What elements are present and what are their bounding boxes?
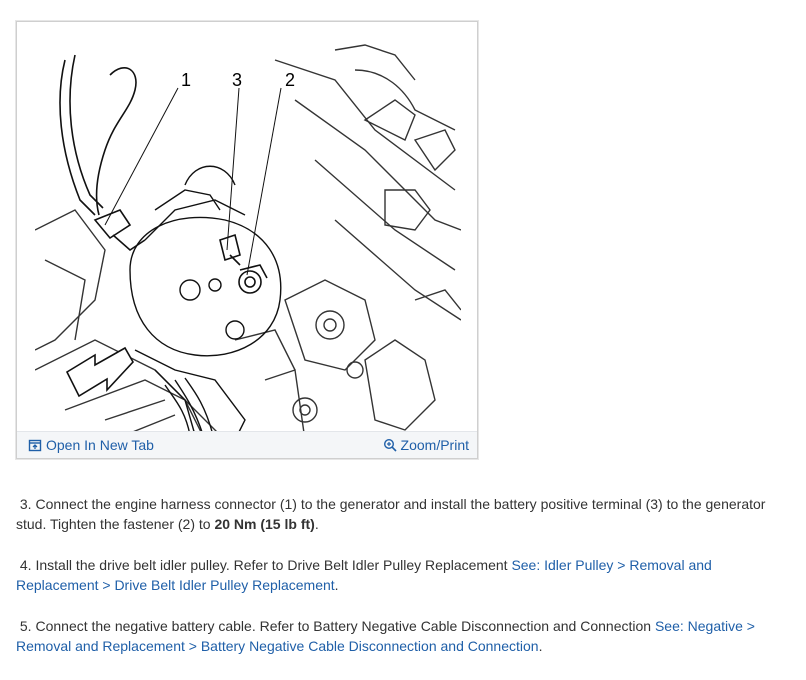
callout-2: 2 — [285, 70, 296, 90]
engine-generator-illustration — [35, 40, 461, 440]
figure-toolbar — [17, 431, 477, 458]
step-text-end: . — [334, 577, 339, 593]
step-5 — [16, 616, 788, 656]
figure-panel — [16, 21, 478, 459]
step-number: 5. — [19, 618, 32, 634]
callout-leaders — [105, 88, 281, 275]
open-new-tab-label: Open In New Tab — [46, 437, 154, 453]
harness-connector — [60, 55, 145, 250]
generator — [130, 166, 281, 440]
step-number: 4. — [19, 557, 32, 573]
step-3 — [16, 494, 788, 534]
step-text: Connect the negative battery cable. Refer to Battery Negative Cable Disconnection and Connection — [35, 618, 652, 634]
step-number: 3. — [19, 496, 32, 512]
open-new-tab-icon — [28, 438, 42, 452]
step-text: Install the drive belt idler pulley. Refer to Drive Belt Idler Pulley Replacement — [35, 557, 508, 573]
callout-3: 3 — [232, 70, 243, 90]
open-new-tab-link[interactable] — [28, 436, 154, 454]
torque-spec: 20 Nm (15 lb ft) — [214, 516, 315, 532]
zoom-print-link[interactable] — [383, 436, 469, 454]
idler-pulley-link[interactable]: See: Idler Pulley > Removal and Replacement > Drive Belt Idler Pulley Replacement — [16, 557, 712, 593]
step-4 — [16, 555, 788, 595]
zoom-print-label: Zoom/Print — [400, 437, 469, 453]
procedure-steps — [16, 494, 788, 677]
step-text: Connect the engine harness connector (1) to the generator and install the battery positive terminal (3) to the generator stud. Tighten the fastener (2) to — [16, 496, 766, 532]
step-text-end: . — [538, 638, 543, 654]
zoom-icon — [383, 438, 397, 452]
negative-cable-link[interactable]: See: Negative > Removal and Replacement > Battery Negative Cable Disconnection and Connection — [16, 618, 755, 654]
step-text-end: . — [314, 516, 319, 532]
callout-1: 1 — [181, 70, 192, 90]
